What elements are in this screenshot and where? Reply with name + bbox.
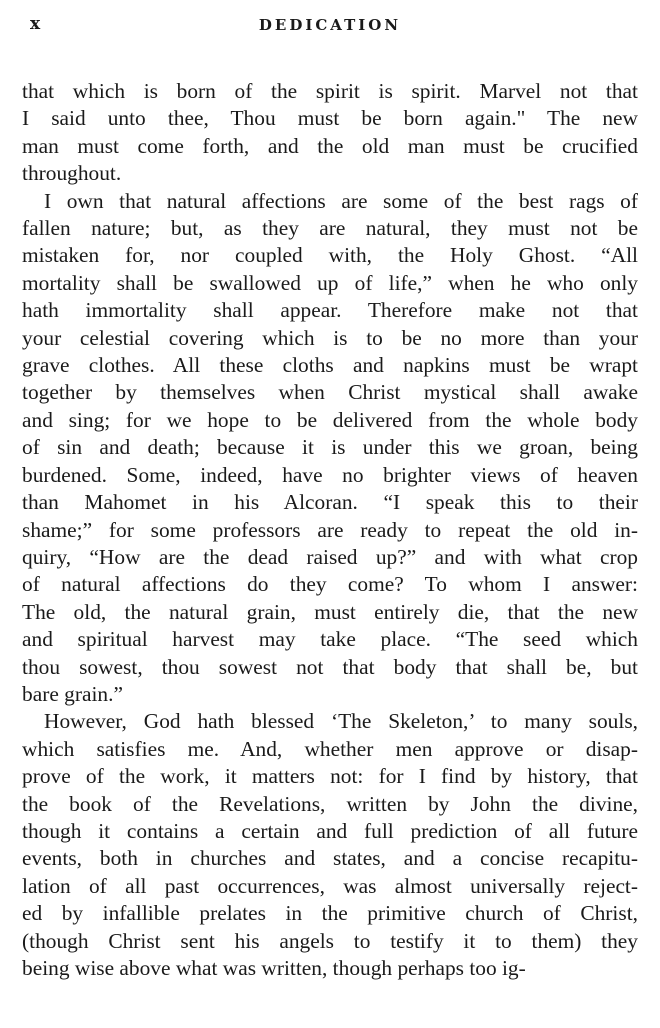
text-line: and sing; for we hope to be delivered from the whole body <box>22 407 638 432</box>
text-line: I said unto thee, Thou must be born again." The new <box>22 106 638 131</box>
text-line: I own that natural affections are some of the best rags of <box>44 188 638 213</box>
running-head <box>22 14 638 48</box>
text-line: which satisfies me. And, whether men approve or disap- <box>22 736 638 761</box>
text-line: grave clothes. All these cloths and napkins must be wrapt <box>22 353 638 378</box>
page-number: x <box>30 14 42 34</box>
text-line: and spiritual harvest may take place. “The seed which <box>22 627 638 652</box>
running-title: DEDICATION <box>258 16 402 34</box>
text-line: hath immortality shall appear. Therefore make not that <box>22 298 638 323</box>
text-line: The old, the natural grain, must entirely die, that the new <box>22 599 638 624</box>
text-line: that which is born of the spirit is spirit. Marvel not that <box>22 79 638 103</box>
text-line: though it contains a certain and full prediction of all future <box>22 818 638 843</box>
text-line: together by themselves when Christ mystical shall awake <box>22 380 638 405</box>
text-line: ed by infallible prelates in the primitive church of Christ, <box>22 901 638 926</box>
text-line: lation of all past occurrences, was almost universally reject- <box>22 873 638 898</box>
text-line: burdened. Some, indeed, have no brighter views of heaven <box>22 462 638 487</box>
text-line: shame;” for some professors are ready to repeat the old in- <box>22 517 638 542</box>
text-line: your celestial covering which is to be no more than your <box>22 325 638 350</box>
text-line: (though Christ sent his angels to testify it to them) they <box>22 928 638 953</box>
text-line: man must come forth, and the old man must be crucified <box>22 133 638 158</box>
text-line: mortality shall be swallowed up of life,” when he who only <box>22 270 638 295</box>
text-line: throughout. <box>22 161 122 186</box>
text-line: events, both in churches and states, and a concise recapitu- <box>22 846 638 871</box>
text-line: of natural affections do they come? To whom I answer: <box>22 572 638 597</box>
paragraph <box>22 78 638 188</box>
text-line: bare grain.” <box>22 681 123 706</box>
text-line: mistaken for, nor coupled with, the Holy Ghost. “All <box>22 243 638 268</box>
text-line: prove of the work, it matters not: for I find by history, that <box>22 764 638 789</box>
text-line: the book of the Revelations, written by John the divine, <box>22 791 638 816</box>
text-line: quiry, “How are the dead raised up?” and with what crop <box>22 544 638 569</box>
text-line: of sin and death; because it is under this we groan, being <box>22 435 638 460</box>
text-line: than Mahomet in his Alcoran. “I speak this to their <box>22 490 638 515</box>
text-line: fallen nature; but, as they are natural, they must not be <box>22 216 638 241</box>
text-line: thou sowest, thou sowest not that body that shall be, but <box>22 654 638 679</box>
body-text <box>22 78 638 982</box>
text-line: However, God hath blessed ‘The Skeleton,’ to many souls, <box>44 709 638 734</box>
text-line: being wise above what was written, though perhaps too ig- <box>22 956 526 980</box>
paragraph <box>22 188 638 709</box>
paragraph <box>22 708 638 982</box>
